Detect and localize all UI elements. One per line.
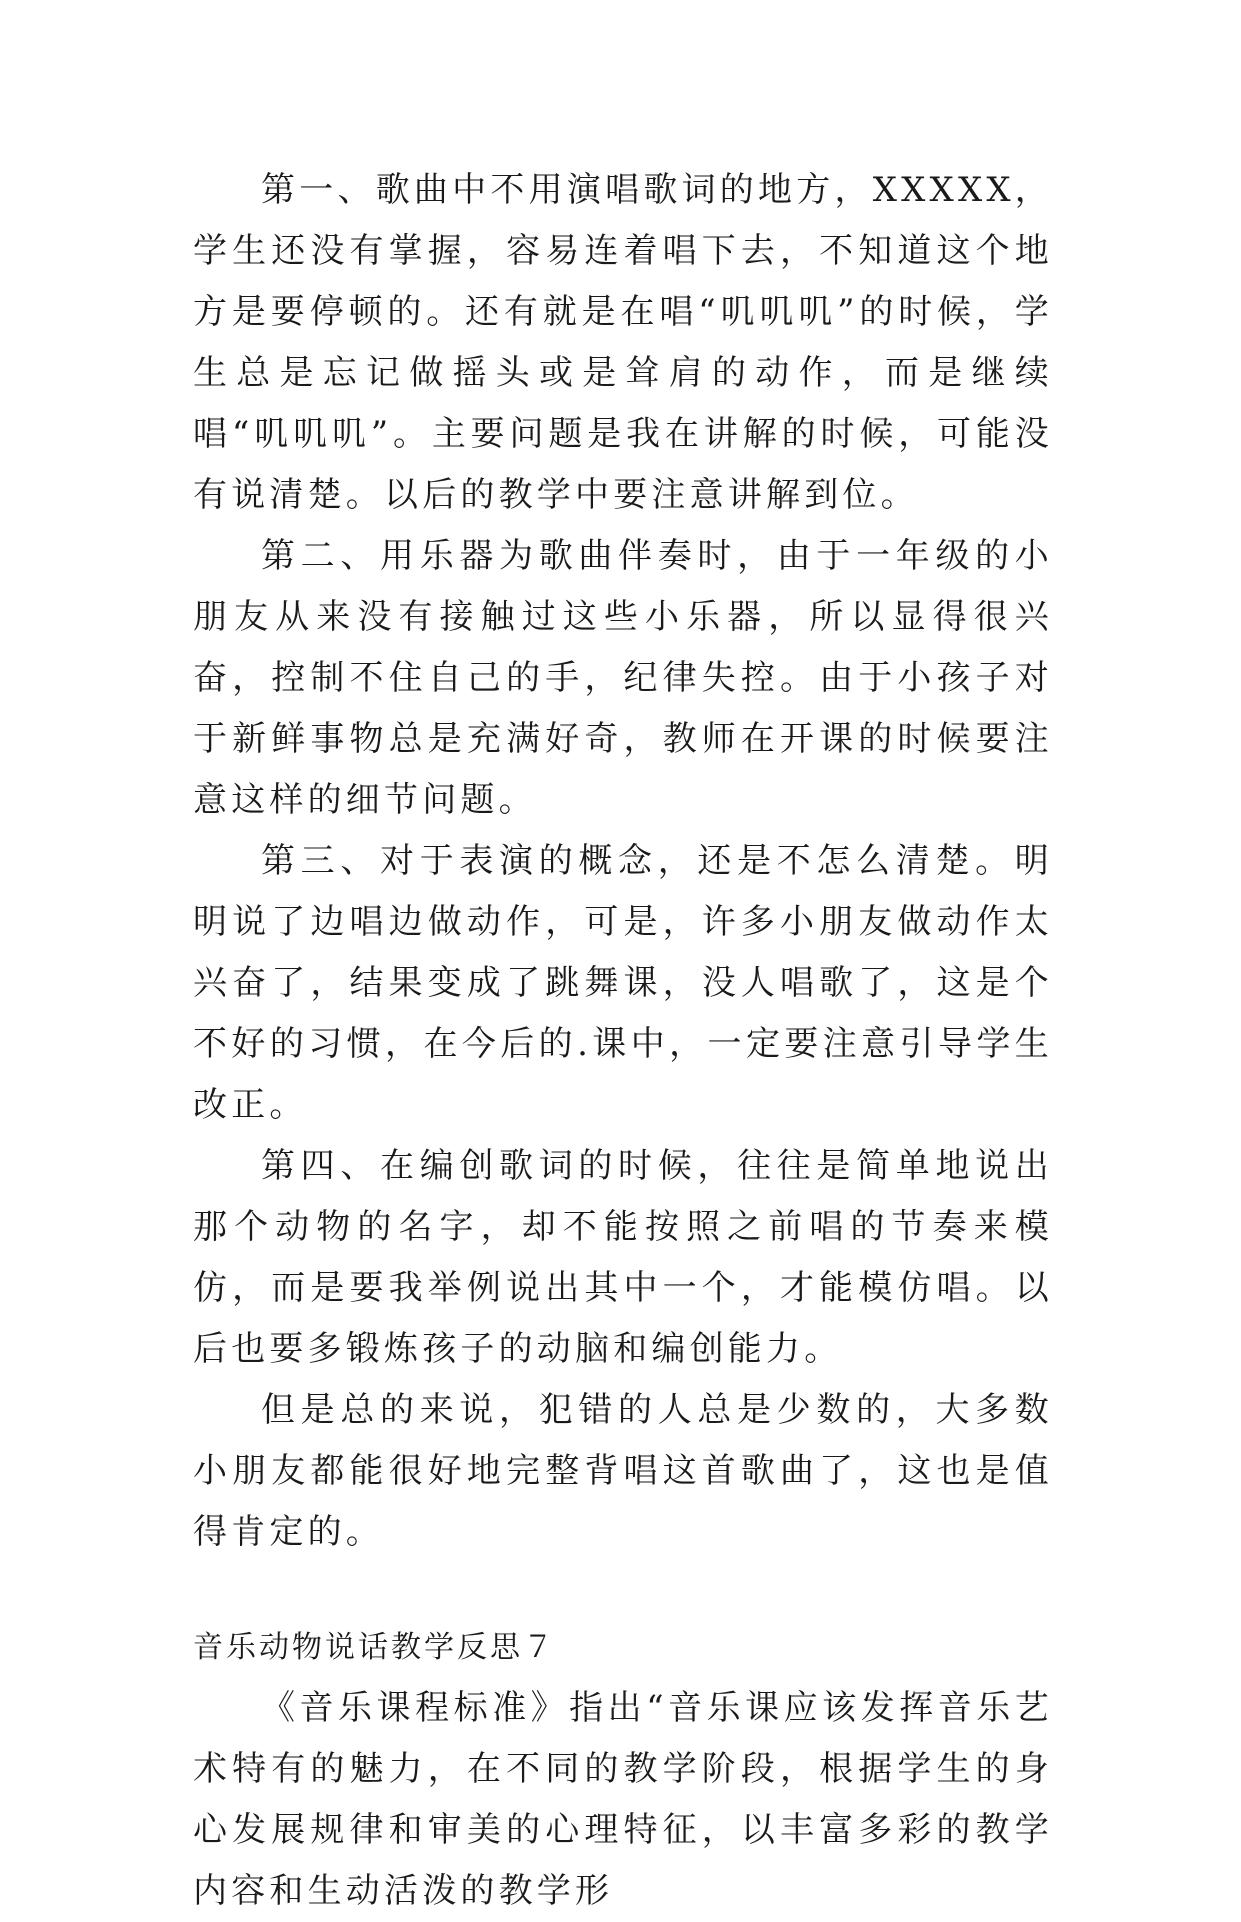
paragraph-point-one: 第一、歌曲中不用演唱歌词的地方，XXXXX，学生还没有掌握，容易连着唱下去，不知道这个地方是要停顿的。还有就是在唱“叽叽叽”的时候，学生总是忘记做摇头或是耸肩的动作，而是继续唱“叽叽叽”。主要问题是我在讲解的时候，可能没有说清楚。以后的教学中要注意讲解到位。 [193,170,1053,515]
section-heading: 音乐动物说话教学反思７ [193,1630,556,1665]
paragraph-point-two: 第二、用乐器为歌曲伴奏时，由于一年级的小朋友从来没有接触过这些小乐器，所以显得很兴奋，控制不住自己的手，纪律失控。由于小孩子对于新鲜事物总是充满好奇，教师在开课的时候要注意这样的细节问题。 [193,536,1053,820]
paragraph-conclusion: 但是总的来说，犯错的人总是少数的，大多数小朋友都能很好地完整背唱这首歌曲了，这也是值得肯定的。 [193,1390,1053,1552]
paragraph-point-three: 第三、对于表演的概念，还是不怎么清楚。明明说了边唱边做动作，可是，许多小朋友做动作太兴奋了，结果变成了跳舞课，没人唱歌了，这是个不好的习惯，在今后的.课中，一定要注意引导学生改正。 [193,841,1053,1125]
paragraph-curriculum-standard: 《音乐课程标准》指出“音乐课应该发挥音乐艺术特有的魅力，在不同的教学阶段，根据学生的身心发展规律和审美的心理特征，以丰富多彩的教学内容和生动活泼的教学形 [193,1688,1053,1911]
document-body [193,160,1053,1922]
paragraph-point-four: 第四、在编创歌词的时候，往往是简单地说出那个动物的名字，却不能按照之前唱的节奏来模仿，而是要我举例说出其中一个，才能模仿唱。以后也要多锻炼孩子的动脑和编创能力。 [193,1146,1053,1369]
